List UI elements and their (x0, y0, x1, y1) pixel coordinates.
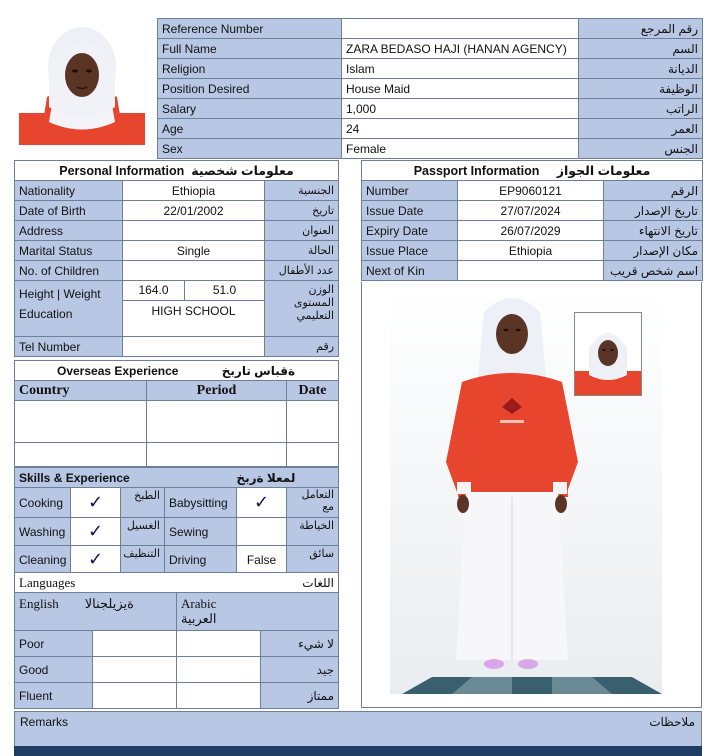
passport-number-value: EP9060121 (458, 181, 604, 201)
passport-info-title: Passport Information (413, 164, 540, 178)
height-value: 164.0 (123, 281, 185, 300)
age-value: 24 (342, 119, 579, 139)
level-poor: Poor (15, 631, 93, 657)
sewing-ar: الخياطة (287, 518, 339, 546)
cooking-ar: الطبخ (121, 488, 165, 518)
english-poor-cell (93, 631, 177, 657)
languages-title: Languages (15, 573, 177, 593)
cleaning-label: Cleaning (15, 546, 71, 574)
education-value: HIGH SCHOOL (151, 304, 236, 318)
english-fluent-cell (93, 683, 177, 709)
table-row (15, 261, 339, 281)
table-row (158, 79, 703, 99)
skills-title: Skills & Experience (19, 470, 130, 485)
level-good: Good (15, 657, 93, 683)
full-name-ar: السم (579, 39, 703, 59)
issue-place-value: Ethiopia (458, 241, 604, 261)
nationality-value: Ethiopia (123, 181, 265, 201)
table-row (362, 221, 703, 241)
religion-ar: الديانة (579, 59, 703, 79)
marital-status-ar: الحالة (265, 241, 339, 261)
table-row (158, 139, 703, 159)
table-row (158, 19, 703, 39)
cleaning-ar: التنظيف (121, 546, 165, 574)
issue-date-ar: تاريخ الإصدار (604, 201, 703, 221)
nationality-label: Nationality (15, 181, 123, 201)
english-label: English (19, 596, 59, 611)
country-column-header: Country (15, 381, 147, 401)
table-row (158, 119, 703, 139)
overseas-header (15, 361, 339, 381)
table-row (362, 181, 703, 201)
reference-number-value (342, 19, 579, 39)
date-column-header: Date (287, 381, 339, 401)
passport-info-title-ar: معلومات الجواز (556, 164, 651, 178)
skills-header (15, 468, 339, 488)
address-ar: العنوان (265, 221, 339, 241)
reference-number-label: Reference Number (158, 19, 342, 39)
education-ar: المستوى التعليمي (293, 297, 335, 322)
position-value: House Maid (342, 79, 579, 99)
sex-ar: الجنس (579, 139, 703, 159)
languages-title-ar: اللغات (177, 573, 339, 593)
position-label: Position Desired (158, 79, 342, 99)
skills-table (14, 467, 339, 574)
cooking-label: Cooking (15, 488, 71, 518)
table-row (15, 281, 339, 337)
bottom-bar (14, 746, 702, 756)
table-row (15, 443, 339, 467)
children-label: No. of Children (15, 261, 123, 281)
nationality-ar: الجنسية (265, 181, 339, 201)
driving-ar: سائق (287, 546, 339, 574)
babysitting-check: ✓ (237, 488, 287, 518)
table-row (362, 201, 703, 221)
cleaning-check: ✓ (71, 546, 121, 574)
language-names-row (15, 593, 339, 631)
babysitting-label: Babysitting (165, 488, 237, 518)
level-poor-ar: لا شيء (261, 631, 339, 657)
driving-value: False (237, 546, 287, 574)
passport-info-header (362, 161, 703, 181)
table-row (362, 241, 703, 261)
table-row (15, 546, 339, 574)
tel-label: Tel Number (15, 337, 123, 357)
english-good-cell (93, 657, 177, 683)
sewing-label: Sewing (165, 518, 237, 546)
issue-date-label: Issue Date (362, 201, 458, 221)
full-name-value: ZARA BEDASO HAJI (HANAN AGENCY) (342, 39, 579, 59)
babysitting-ar: التعامل مع (287, 488, 339, 518)
table-row (15, 683, 339, 709)
weight-value: 51.0 (212, 283, 237, 297)
washing-label: Washing (15, 518, 71, 546)
table-row (158, 59, 703, 79)
table-row (15, 488, 339, 518)
table-row (15, 181, 339, 201)
sex-value: Female (342, 139, 579, 159)
overseas-column-headers (15, 381, 339, 401)
address-label: Address (15, 221, 123, 241)
table-row (362, 261, 703, 281)
children-ar: عدد الأطفال (265, 261, 339, 281)
address-value (123, 221, 265, 241)
expiry-date-label: Expiry Date (362, 221, 458, 241)
personal-info-title-ar: معلومات شخصية (191, 164, 294, 178)
overseas-title: Overseas Experience (57, 363, 179, 378)
children-value (123, 261, 265, 281)
personal-info-table (14, 160, 339, 357)
remarks-row (14, 711, 702, 747)
level-good-ar: جيد (261, 657, 339, 683)
issue-date-value: 27/07/2024 (458, 201, 604, 221)
education-label: Education (19, 307, 73, 321)
table-row (15, 657, 339, 683)
marital-status-label: Marital Status (15, 241, 123, 261)
inset-portrait-photo (574, 312, 642, 396)
table-row (15, 631, 339, 657)
overseas-title-ar: ةقباس تاربخ (221, 363, 296, 378)
next-of-kin-ar: اسم شخص قريب (604, 261, 703, 281)
english-ar: ةيزيلجنالا (84, 596, 134, 611)
table-row (158, 99, 703, 119)
table-row (15, 337, 339, 357)
salary-label: Salary (158, 99, 342, 119)
full-body-photo (362, 282, 701, 706)
skills-title-ar: لمعلا ةربخ (236, 470, 296, 485)
expiry-date-ar: تاريخ الانتهاء (604, 221, 703, 241)
table-row (15, 401, 339, 443)
dob-value: 22/01/2002 (123, 201, 265, 221)
dob-ar: تاريخ (265, 201, 339, 221)
sex-label: Sex (158, 139, 342, 159)
arabic-good-cell (177, 657, 261, 683)
salary-ar: الراتب (579, 99, 703, 119)
table-row (15, 201, 339, 221)
languages-table (14, 572, 339, 709)
reference-number-ar: رقم المرجع (579, 19, 703, 39)
washing-ar: الغسيل (121, 518, 165, 546)
arabic-fluent-cell (177, 683, 261, 709)
remarks-label: Remarks (20, 715, 69, 729)
personal-info-title: Personal Information (59, 164, 185, 178)
age-ar: العمر (579, 119, 703, 139)
tel-ar: رقم (265, 337, 339, 357)
height-weight-ar: الوزن (308, 284, 335, 296)
level-fluent-ar: ممتاز (261, 683, 339, 709)
passport-number-ar: الرقم (604, 181, 703, 201)
religion-label: Religion (158, 59, 342, 79)
portrait-photo (19, 17, 145, 145)
table-row (15, 518, 339, 546)
languages-header (15, 573, 339, 593)
tel-value (123, 337, 265, 357)
period-column-header: Period (147, 381, 287, 401)
dob-label: Date of Birth (15, 201, 123, 221)
religion-value: Islam (342, 59, 579, 79)
next-of-kin-value (458, 261, 604, 281)
level-fluent: Fluent (15, 683, 93, 709)
arabic-ar: العربية (181, 611, 217, 626)
next-of-kin-label: Next of Kin (362, 261, 458, 281)
expiry-date-value: 26/07/2029 (458, 221, 604, 241)
top-info-table (157, 18, 703, 159)
passport-number-label: Number (362, 181, 458, 201)
height-weight-label: Height | Weight (19, 287, 101, 301)
personal-info-header (15, 161, 339, 181)
cooking-check: ✓ (71, 488, 121, 518)
arabic-poor-cell (177, 631, 261, 657)
marital-status-value: Single (123, 241, 265, 261)
overseas-experience-table (14, 360, 339, 467)
position-ar: الوظيفة (579, 79, 703, 99)
remarks-ar: ملاحظات (649, 715, 695, 729)
age-label: Age (158, 119, 342, 139)
arabic-label: Arabic (181, 596, 217, 611)
salary-value: 1,000 (342, 99, 579, 119)
full-body-photo-panel (361, 282, 702, 708)
washing-check: ✓ (71, 518, 121, 546)
table-row (15, 221, 339, 241)
passport-info-table (361, 160, 703, 281)
table-row (15, 241, 339, 261)
issue-place-label: Issue Place (362, 241, 458, 261)
sewing-check (237, 518, 287, 546)
issue-place-ar: مكان الإصدار (604, 241, 703, 261)
driving-label: Driving (165, 546, 237, 574)
table-row (158, 39, 703, 59)
full-name-label: Full Name (158, 39, 342, 59)
